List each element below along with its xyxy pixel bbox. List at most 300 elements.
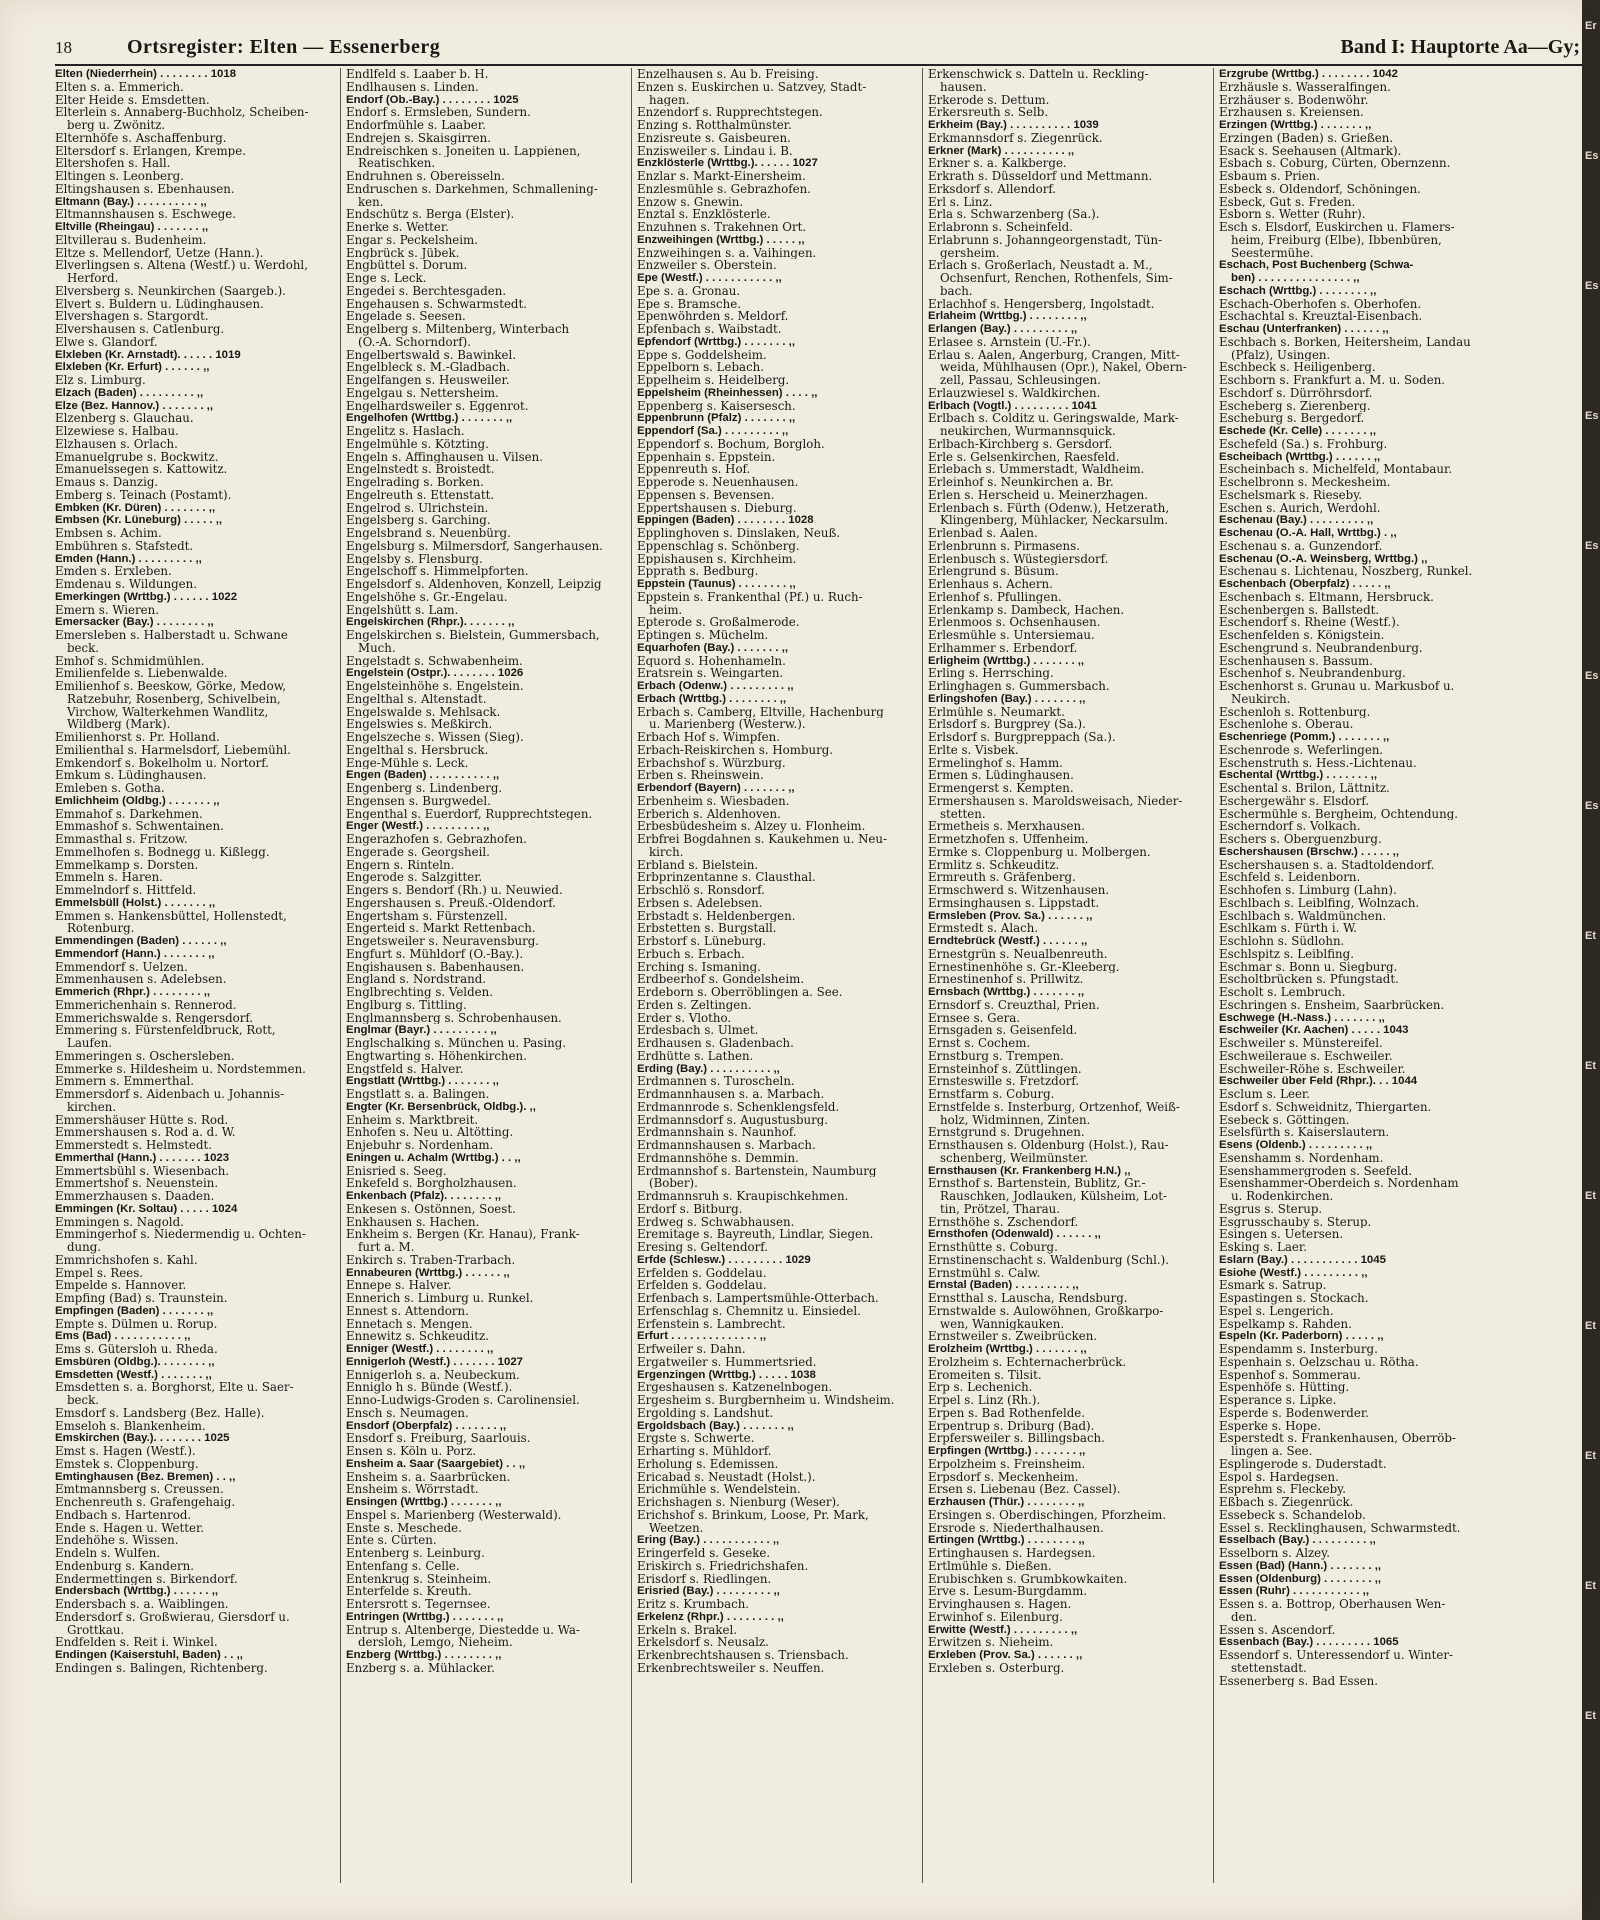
index-entry: Eppenreuth s. Hof. — [637, 463, 751, 476]
index-entry: Emilienfelde s. Liebenwalde. — [55, 667, 228, 680]
index-entry: Herford. — [67, 272, 119, 285]
index-entry: wen, Wannigkauken. — [940, 1317, 1065, 1331]
edge-fragment: Es — [1585, 280, 1599, 292]
index-entry: Erden s. Zeltingen. — [637, 998, 752, 1012]
index-entry: Esselbach (Bay.) . . . . . . . . . ,, — [1219, 1534, 1376, 1547]
index-entry: Erbach (Odenw.) . . . . . . . . . ,, — [637, 680, 794, 692]
index-entry: Engtwarting s. Höhenkirchen. — [346, 1049, 527, 1063]
index-entry: Erzhausen s. Kreiensen. — [1219, 106, 1364, 119]
index-entry: Eppenschlag s. Schönberg. — [637, 539, 800, 553]
index-entry: Endfelden s. Reit i. Winkel. — [55, 1636, 218, 1649]
index-entry: Emtmannsberg s. Creussen. — [55, 1483, 224, 1496]
index-entry: Eningen u. Achalm (Wrttbg.) . . ,, — [346, 1151, 521, 1164]
index-entry: Endeln s. Wulfen. — [55, 1547, 161, 1560]
index-entry: Ennetach s. Mengen. — [346, 1317, 473, 1331]
index-entry: Ermershausen s. Maroldsweisach, Nieder- — [928, 794, 1183, 808]
index-entry: Essenerberg s. Bad Essen. — [1219, 1674, 1378, 1688]
index-entry: Embken (Kr. Düren) . . . . . . . ,, — [55, 501, 216, 514]
index-entry: Erbprinzentanne s. Clausthal. — [637, 871, 816, 884]
index-entry: Eppenbrunn (Pfalz) . . . . . . . ,, — [637, 412, 796, 425]
edge-fragment: Et — [1585, 1190, 1596, 1202]
index-entry: Enge s. Leck. — [346, 272, 427, 285]
index-entry: Esiohe (Westf.) . . . . . . . . . ,, — [1219, 1266, 1368, 1279]
index-entry: Emersacker (Bay.) . . . . . . . . ,, — [55, 616, 214, 629]
index-entry: Esdorf s. Schweidnitz, Thiergarten. — [1219, 1100, 1432, 1114]
index-entry: Engelhardsweiler s. Eggenrot. — [346, 399, 529, 413]
index-entry: Emmahof s. Darkehmen. — [55, 807, 203, 821]
index-entry: Emmering s. Fürstenfeldbruck, Rott, — [55, 1024, 276, 1037]
index-entry: u. Marienberg (Westerw.). — [649, 718, 806, 731]
index-entry: Erlauzwiesel s. Waldkirchen. — [928, 386, 1101, 400]
index-entry: Eschenau s. Lichtenau, Noszberg, Runkel. — [1219, 565, 1473, 578]
index-entry: Eschengrund s. Neubrandenburg. — [1219, 641, 1423, 655]
index-entry: Esperstedt s. Frankenhausen, Oberröb- — [1219, 1432, 1456, 1445]
index-entry: Enkenbach (Pfalz). . . . . . . . ,, — [346, 1190, 502, 1202]
index-entry: Endermettingen s. Birkendorf. — [55, 1572, 238, 1586]
index-entry: Eppingen (Baden) . . . . . . . . 1028 — [637, 514, 814, 527]
index-entry: Engenberg s. Lindenberg. — [346, 782, 503, 795]
index-entry: Englschalking s. München u. Pasing. — [346, 1037, 567, 1050]
index-entry: Emmertsbühl s. Wiesenbach. — [55, 1164, 230, 1178]
index-entry: Engertsham s. Fürstenzell. — [346, 909, 508, 923]
index-entry: Ermelinghof s. Hamm. — [928, 756, 1063, 770]
index-entry: Endruhnen s. Obereisseln. — [346, 170, 505, 183]
index-entry: Epfenbach s. Waibstadt. — [637, 323, 782, 336]
index-entry: Erubischken s. Grumbkowkaiten. — [928, 1572, 1128, 1586]
page-header — [55, 34, 1580, 60]
index-entry: Erlenmoos s. Ochsenhausen. — [928, 616, 1101, 629]
index-entry: Essen (Ruhr) . . . . . . . . . . . ,, — [1219, 1585, 1370, 1598]
index-entry: (Pfalz), Usingen. — [1231, 348, 1331, 362]
index-entry: Erkner s. a. Kalkberge. — [928, 157, 1067, 170]
index-entry: Erkenschwick s. Datteln u. Reckling- — [928, 68, 1149, 81]
index-entry: Erlangen (Bay.) . . . . . . . . . ,, — [928, 323, 1078, 335]
index-entry: Englmannsberg s. Schrobenhausen. — [346, 1011, 562, 1025]
column-5 — [1219, 68, 1509, 1883]
index-entry: Engelrod s. Ulrichstein. — [346, 501, 489, 515]
index-entry: Erdweg s. Schwabhausen. — [637, 1215, 795, 1229]
index-entry: ken. — [358, 195, 384, 209]
index-entry: beck. — [67, 641, 100, 655]
index-entry: Emanuelssegen s. Kattowitz. — [55, 463, 228, 476]
index-entry: Erdmannshain s. Naunhof. — [637, 1126, 797, 1139]
index-entry: Erksdorf s. Allendorf. — [928, 182, 1057, 196]
index-entry: Engelbertswald s. Bawinkel. — [346, 348, 517, 362]
index-entry: Erlengrund s. Büsum. — [928, 565, 1059, 578]
index-entry: Engelthal s. Hersbruck. — [346, 743, 489, 757]
index-entry: Endorf s. Ermsleben, Sundern. — [346, 106, 531, 119]
index-entry: Much. — [358, 641, 396, 655]
index-entry: Erbschlö s. Ronsdorf. — [637, 884, 765, 897]
index-entry: Enge-Mühle s. Leck. — [346, 756, 469, 770]
index-entry: Emmerichenhain s. Rennerod. — [55, 998, 237, 1012]
index-entry: weida, Mühlhausen (Opr.), Nakel, Obern- — [940, 361, 1187, 374]
index-entry: Ertinghausen s. Hardegsen. — [928, 1547, 1096, 1560]
index-entry: Espel s. Lengerich. — [1219, 1304, 1334, 1318]
index-entry: Eschlkam s. Fürth i. W. — [1219, 922, 1357, 935]
index-entry: Eschefeld (Sa.) s. Frohburg. — [1219, 437, 1388, 451]
index-entry: Erbach Hof s. Wimpfen. — [637, 731, 780, 744]
index-entry: Eritz s. Krumbach. — [637, 1598, 750, 1611]
index-entry: Endersbach s. a. Waiblingen. — [55, 1598, 229, 1611]
index-entry: Erlenbach s. Fürth (Odenw.), Hetzerath, — [928, 501, 1170, 515]
index-entry: Emaus s. Danzig. — [55, 476, 159, 489]
index-entry: Erder s. Vlotho. — [637, 1011, 732, 1025]
index-entry: Esbeck s. Oldendorf, Schöningen. — [1219, 182, 1421, 196]
index-entry: Erholung s. Edemissen. — [637, 1457, 779, 1471]
index-entry: Esborn s. Wetter (Ruhr). — [1219, 208, 1366, 221]
index-entry: Eschenlohe s. Oberau. — [1219, 718, 1354, 731]
index-entry: Eschbeck s. Heiligenberg. — [1219, 361, 1376, 374]
index-entry: Engelszeche s. Wissen (Sieg). — [346, 731, 524, 744]
index-entry: Ernstal (Baden) . . . . . . . . . ,, — [928, 1279, 1079, 1292]
index-entry: Espastingen s. Stockach. — [1219, 1292, 1369, 1305]
index-entry: Eschenbach s. Eltmann, Hersbruck. — [1219, 590, 1434, 604]
index-entry: Eltmannshausen s. Eschwege. — [55, 208, 236, 221]
index-entry: Emsdetten (Westf.) . . . . . . . ,, — [55, 1368, 212, 1381]
index-entry: Erdmannen s. Turoscheln. — [637, 1075, 795, 1088]
index-entry: Ems s. Gütersloh u. Rheda. — [55, 1343, 218, 1356]
index-entry: Erfde (Schlesw.) . . . . . . . . . 1029 — [637, 1253, 811, 1266]
index-entry: Ernstburg s. Trempen. — [928, 1049, 1064, 1063]
index-entry: Erpfingen (Wrttbg.) . . . . . . . ,, — [928, 1445, 1086, 1457]
edge-fragment: Et — [1585, 1710, 1596, 1722]
index-entry: Erisdorf s. Riedlingen. — [637, 1572, 772, 1586]
index-entry: Eschau (Unterfranken) . . . . . . ,, — [1219, 323, 1389, 335]
index-entry: Entringen (Wrttbg.) . . . . . . . ,, — [346, 1610, 504, 1623]
index-entry: hausen. — [940, 80, 987, 94]
index-entry: Eppendorf s. Bochum, Borgloh. — [637, 437, 825, 451]
index-entry: Equord s. Hohenhameln. — [637, 654, 786, 668]
index-entry: England s. Nordstrand. — [346, 973, 487, 986]
index-entry: Weetzen. — [649, 1521, 704, 1535]
index-entry: Elxleben (Kr. Erfurt) . . . . . . ,, — [55, 361, 210, 374]
index-entry: Erlesmühle s. Untersiemau. — [928, 629, 1095, 642]
index-entry: Enzweihingen (Wrttbg.) . . . . . ,, — [637, 233, 805, 246]
column-1 — [55, 68, 334, 1883]
index-entry: Ergesheim s. Burgbernheim u. Windsheim. — [637, 1394, 895, 1407]
index-entry: Erkner (Mark) . . . . . . . . . . ,, — [928, 144, 1075, 157]
index-entry: Elvershausen s. Catlenburg. — [55, 323, 225, 336]
index-entry: Emmashof s. Schwentainen. — [55, 820, 224, 833]
index-entry: Emmerich (Rhpr.) . . . . . . . . ,, — [55, 986, 211, 998]
index-entry: Erbendorf (Bayern) . . . . . . . ,, — [637, 782, 795, 794]
index-entry: holz, Widminnen, Zinten. — [940, 1113, 1091, 1127]
index-entry: Enzen s. Euskirchen u. Satzvey, Stadt- — [637, 80, 867, 94]
index-entry: Erben s. Rheinswein. — [637, 769, 764, 782]
index-entry: stetten. — [940, 807, 986, 821]
index-entry: Engelswalde s. Mehlsack. — [346, 705, 501, 719]
index-entry: Endruschen s. Darkehmen, Schmallening- — [346, 182, 598, 196]
index-entry: Virchow, Walterkehmen Wandlitz, — [67, 705, 269, 719]
index-entry: Laufen. — [67, 1037, 113, 1050]
index-entry: Engelgau s. Nettersheim. — [346, 386, 499, 400]
index-entry: Ennabeuren (Wrttbg.) . . . . . . ,, — [346, 1266, 510, 1279]
index-entry: Erlachhof s. Hengersberg, Ingolstadt. — [928, 297, 1155, 311]
index-entry: Engerode s. Salzgitter. — [346, 871, 483, 884]
index-entry: Rauschken, Jodlauken, Külsheim, Lot- — [940, 1190, 1167, 1203]
index-entry: Erbsen s. Adelebsen. — [637, 896, 763, 910]
index-entry: Endenburg s. Kandern. — [55, 1559, 194, 1573]
index-entry: Eschlspitz s. Leiblfing. — [1219, 947, 1354, 961]
index-entry: Eschdorf s. Dürröhrsdorf. — [1219, 386, 1373, 400]
index-entry: Essendorf s. Unteressendorf u. Winter- — [1219, 1649, 1453, 1662]
index-entry: Ermsinghausen s. Lippstadt. — [928, 896, 1100, 910]
index-entry: Esgrusschauby s. Sterup. — [1219, 1215, 1372, 1229]
index-entry: Eppertshausen s. Dieburg. — [637, 501, 797, 515]
index-entry: Eschweiler (Kr. Aachen) . . . . . 1043 — [1219, 1024, 1409, 1037]
index-entry: Engelshütt s. Lam. — [346, 603, 459, 617]
index-entry: Ersingen s. Oberdischingen, Pforzheim. — [928, 1508, 1167, 1522]
index-entry: Elxleben (Kr. Arnstadt). . . . . . 1019 — [55, 348, 241, 361]
column-2 — [346, 68, 625, 1883]
index-entry: Ernestgrün s. Neualbenreuth. — [928, 947, 1108, 961]
index-entry: Essen (Bad) (Hann.) . . . . . . . ,, — [1219, 1559, 1382, 1572]
index-entry: Emmerke s. Hildesheim u. Nordstemmen. — [55, 1062, 306, 1076]
index-entry: gersheim. — [940, 246, 1000, 260]
index-entry: Emseloh s. Blankenheim. — [55, 1419, 206, 1433]
index-entry: Eschenrode s. Weferlingen. — [1219, 743, 1384, 757]
index-entry: Erlinghagen s. Gummersbach. — [928, 680, 1110, 693]
index-entry: Eppelsheim (Rheinhessen) . . . . ,, — [637, 386, 818, 399]
index-entry: Erzingen (Wrttbg.) . . . . . . . ,, — [1219, 119, 1372, 131]
index-entry: Ensen s. Köln u. Porz. — [346, 1445, 477, 1458]
index-entry: Erpfersweiler s. Billingsbach. — [928, 1432, 1105, 1445]
index-entry: Eppendorf (Sa.) . . . . . . . . . ,, — [637, 425, 789, 437]
index-entry: Ermengerst s. Kempten. — [928, 782, 1074, 795]
index-entry: Ernsdorf s. Creuzthal, Prien. — [928, 998, 1100, 1012]
index-entry: Esbach s. Coburg, Cürten, Obernzenn. — [1219, 157, 1451, 170]
index-entry: Enchenreuth s. Grafengehaig. — [55, 1496, 236, 1509]
edge-fragment: Er — [1585, 20, 1597, 32]
index-entry: Espendamm s. Insterburg. — [1219, 1343, 1378, 1356]
index-entry: Erdmannsdorf s. Augustusburg. — [637, 1113, 829, 1127]
index-entry: Erlenbad s. Aalen. — [928, 527, 1038, 540]
index-entry: Erlingshofen (Bay.) . . . . . . . ,, — [928, 692, 1086, 705]
index-entry: furt a. M. — [358, 1241, 415, 1254]
index-entry: Erching s. Ismaning. — [637, 960, 761, 974]
index-entry: Ennest s. Attendorn. — [346, 1304, 469, 1318]
index-entry: Enzberg (Wrttbg.) . . . . . . . . ,, — [346, 1649, 502, 1661]
index-entry: Elvershagen s. Stargordt. — [55, 310, 209, 323]
index-entry: Ensheim s. Wörrstadt. — [346, 1483, 479, 1496]
index-entry: Ensheim s. a. Saarbrücken. — [346, 1470, 511, 1484]
index-entry: Enzing s. Rotthalmünster. — [637, 119, 792, 132]
index-entry: kirch. — [649, 845, 684, 859]
index-entry: Emkendorf s. Bokelholm u. Nortorf. — [55, 756, 269, 770]
index-entry: Epe s. a. Gronau. — [637, 284, 741, 298]
index-entry: Engelade s. Seesen. — [346, 310, 466, 323]
column-divider — [1213, 68, 1214, 1883]
index-entry: Engershausen s. Preuß.-Oldendorf. — [346, 896, 556, 910]
index-entry: Eschelsmark s. Rieseby. — [1219, 488, 1363, 502]
index-entry: Ernstwalde s. Aulowöhnen, Großkarpo- — [928, 1304, 1164, 1318]
edge-fragment: Et — [1585, 1580, 1596, 1592]
index-entry: Enzberg s. a. Mühlacker. — [346, 1661, 495, 1675]
index-entry: Ernstfarm s. Coburg. — [928, 1088, 1055, 1101]
index-entry: Erlsdorf s. Burgprey (Sa.). — [928, 718, 1086, 731]
index-entry: Ernsthöhe s. Zschendorf. — [928, 1215, 1079, 1229]
index-entry: beck. — [67, 1394, 100, 1407]
index-entry: Enzlesmühle s. Gebrazhofen. — [637, 182, 811, 196]
index-entry: den. — [1231, 1610, 1257, 1624]
index-entry: Enzklösterle (Wrttbg.). . . . . . 1027 — [637, 157, 818, 170]
column-divider — [922, 68, 923, 1883]
index-entry: Emmertshof s. Neuenstein. — [55, 1177, 219, 1190]
index-entry: Elzewiese s. Halbau. — [55, 425, 179, 438]
index-entry: Eschental s. Brilon, Lättnitz. — [1219, 782, 1390, 795]
index-entry: Erbach s. Camberg, Eltville, Hachenburg — [637, 705, 884, 719]
index-entry: Enno-Ludwigs-Groden s. Carolinensiel. — [346, 1394, 580, 1407]
index-entry: Reatischken. — [358, 157, 436, 170]
index-entry: Essel s. Recklinghausen, Schwarmstedt. — [1219, 1521, 1461, 1535]
index-entry: Erkersreuth s. Selb. — [928, 106, 1049, 119]
index-entry: Espenhain s. Oelzschau u. Rötha. — [1219, 1355, 1419, 1369]
edge-fragment: Es — [1585, 670, 1599, 682]
index-entry: Erlenbrunn s. Pirmasens. — [928, 539, 1080, 553]
index-entry: Erkenbrechtsweiler s. Neuffen. — [637, 1661, 825, 1675]
index-entry: Ernstinenschacht s. Waldenburg (Schl.). — [928, 1253, 1170, 1267]
index-entry: Eschenau (Bay.) . . . . . . . . . ,, — [1219, 514, 1374, 527]
index-entry: Esperde s. Bodenwerder. — [1219, 1406, 1369, 1420]
index-entry: Enerke s. Wetter. — [346, 221, 449, 234]
index-entry: heim. — [649, 603, 683, 617]
index-entry: Engern s. Rinteln. — [346, 858, 455, 872]
index-entry: Erbstorf s. Lüneburg. — [637, 935, 767, 948]
index-entry: Erla s. Schwarzenberg (Sa.). — [928, 208, 1100, 221]
index-entry: Eschenau (O.-A. Weinsberg, Wrttbg.) ,, — [1219, 552, 1428, 565]
index-entry: Erlbach-Kirchberg s. Gersdorf. — [928, 437, 1113, 451]
index-entry: Wildberg (Mark). — [67, 718, 171, 731]
index-entry: Emmendingen (Baden) . . . . . . ,, — [55, 935, 227, 947]
index-entry: Essen s. a. Bottrop, Oberhausen Wen- — [1219, 1598, 1446, 1611]
index-entry: Eschlbach s. Waldmünchen. — [1219, 909, 1387, 923]
index-entry: Esch s. Elsdorf, Euskirchen u. Flamers- — [1219, 221, 1455, 234]
index-entry: Emstek s. Cloppenburg. — [55, 1457, 199, 1471]
index-entry: Enzendorf s. Rupprechtstegen. — [637, 106, 823, 119]
index-entry: Erfenschlag s. Chemnitz u. Einsiedel. — [637, 1304, 861, 1318]
index-entry: Erlte s. Visbek. — [928, 743, 1019, 757]
index-entry: Eltersdorf s. Erlangen, Krempe. — [55, 144, 246, 158]
index-entry: Eschmar s. Bonn u. Siegburg. — [1219, 960, 1398, 974]
index-entry: Engbrück s. Jübek. — [346, 246, 460, 260]
index-entry: Ernsthütte s. Coburg. — [928, 1241, 1058, 1254]
index-entry: Eltville (Rheingau) . . . . . . . ,, — [55, 221, 209, 233]
index-entry: Engbüttel s. Dorum. — [346, 259, 468, 272]
index-entry: Erding (Bay.) . . . . . . . . . . ,, — [637, 1062, 780, 1075]
index-entry: (O.-A. Schorndorf). — [358, 335, 471, 349]
index-entry: Escheibach (Wrttbg.) . . . . . . ,, — [1219, 450, 1381, 463]
index-entry: Emsdetten s. a. Borghorst, Elte u. Saer- — [55, 1381, 294, 1394]
index-entry: Ernstthal s. Lauscha, Rendsburg. — [928, 1292, 1128, 1305]
index-entry: Emmeln s. Haren. — [55, 871, 163, 884]
index-entry: Emmingen s. Nagold. — [55, 1215, 184, 1229]
index-entry: Enzow s. Gnewin. — [637, 195, 744, 209]
index-entry: Epterode s. Großalmerode. — [637, 616, 800, 629]
index-entry: Erbesbüdesheim s. Alzey u. Flonheim. — [637, 820, 866, 833]
index-entry: Ervinghausen s. Hagen. — [928, 1598, 1072, 1611]
index-entry: Enjebuhr s. Nordenham. — [346, 1139, 494, 1152]
index-entry: Elterlein s. Annaberg-Buchholz, Scheiben- — [55, 106, 309, 119]
index-entry: Erlenkamp s. Dambeck, Hachen. — [928, 603, 1125, 617]
index-entry: Enhofen s. Neu u. Altötting. — [346, 1126, 514, 1139]
index-entry: Emmrichshofen s. Kahl. — [55, 1253, 198, 1267]
index-entry: Engelhofen (Wrttbg.) . . . . . . . ,, — [346, 412, 513, 425]
index-entry: Endorfmühle s. Laaber. — [346, 119, 486, 132]
index-entry: Escholtbrücken s. Pfungstadt. — [1219, 973, 1399, 986]
index-entry: Esgrus s. Sterup. — [1219, 1202, 1323, 1216]
index-entry: Emlichheim (Oldbg.) . . . . . . . ,, — [55, 794, 220, 807]
index-entry: Eppstein (Taunus) . . . . . . . . ,, — [637, 578, 796, 590]
index-entry: Eltingen s. Leonberg. — [55, 170, 184, 183]
index-entry: Erkelenz (Rhpr.) . . . . . . . . ,, — [637, 1610, 784, 1623]
index-entry: u. Rodenkirchen. — [1231, 1190, 1334, 1203]
index-entry: Engter (Kr. Bersenbrück, Oldbg.). ,, — [346, 1100, 536, 1113]
index-entry: Erlenhaus s. Achern. — [928, 578, 1053, 591]
index-entry: Neukirch. — [1231, 692, 1291, 706]
index-entry: hagen. — [649, 93, 690, 107]
index-entry: Engelsdorf s. Aldenhoven, Konzell, Leipzig — [346, 578, 602, 591]
index-entry: Erdmannshöhe s. Demmin. — [637, 1151, 799, 1165]
edge-fragment: Es — [1585, 800, 1599, 812]
index-entry: Erbfrei Bogdahnen s. Kaukehmen u. Neu- — [637, 833, 887, 846]
index-entry: Erzhäuser s. Bodenwöhr. — [1219, 93, 1369, 107]
index-entry: kirchen. — [67, 1100, 117, 1114]
index-entry: Escholt s. Lembruch. — [1219, 986, 1346, 999]
index-entry: Espeln (Kr. Paderborn) . . . . . ,, — [1219, 1330, 1384, 1343]
column-divider — [631, 68, 632, 1883]
index-entry: Erzgrube (Wrttbg.) . . . . . . . . 1042 — [1219, 68, 1398, 80]
index-entry: ben) . . . . . . . . . . . . . . . ,, — [1231, 272, 1360, 284]
index-entry: Esingen s. Uetersen. — [1219, 1228, 1344, 1241]
index-entry: Eppelborn s. Lebach. — [637, 361, 765, 374]
index-entry: Engerazhofen s. Gebrazhofen. — [346, 833, 527, 846]
index-entry: Elverlingsen s. Altena (Westf.) u. Werdohl, — [55, 259, 308, 272]
index-entry: Eschenloh s. Rottenburg. — [1219, 705, 1371, 719]
index-entry: Ernstfelde s. Insterburg, Ortzenhof, Weiß- — [928, 1100, 1180, 1114]
index-entry: Erpen s. Bad Rothenfelde. — [928, 1406, 1085, 1420]
index-entry: Engelsby s. Flensburg. — [346, 552, 483, 566]
index-entry: Esperke s. Hope. — [1219, 1419, 1321, 1433]
index-entry: Eschfeld s. Leidenborn. — [1219, 871, 1361, 884]
index-entry: Eptingen s. Müchelm. — [637, 629, 769, 642]
index-entry: Esking s. Laer. — [1219, 1241, 1307, 1254]
index-entry: Erdmannhausen s. a. Marbach. — [637, 1088, 825, 1101]
index-entry: Engenthal s. Euerdorf, Rupprechtstegen. — [346, 807, 593, 821]
index-entry: Engelsburg s. Milmersdorf, Sangerhausen. — [346, 539, 603, 553]
index-entry: Eriskirch s. Friedrichshafen. — [637, 1559, 809, 1573]
index-entry: Erdbeerhof s. Gondelsheim. — [637, 973, 805, 986]
index-entry: Escheburg s. Bergedorf. — [1219, 412, 1365, 425]
index-entry: Enniglo h s. Bünde (Westf.). — [346, 1381, 513, 1394]
index-entry: Engelberg s. Miltenberg, Winterbach — [346, 323, 570, 336]
index-entry: Eschach-Oberhofen s. Oberhofen. — [1219, 297, 1422, 311]
index-entry: Erbach-Reiskirchen s. Homburg. — [637, 743, 834, 757]
index-entry: Erolzheim (Wrttbg.) . . . . . . . ,, — [928, 1343, 1087, 1355]
index-entry: Ergenzingen (Wrttbg.) . . . . . 1038 — [637, 1368, 816, 1381]
index-entry: Erichshof s. Brinkum, Loose, Pr. Mark, — [637, 1508, 869, 1522]
index-entry: (Bober). — [649, 1177, 698, 1190]
index-entry: Enzweiler s. Oberstein. — [637, 259, 777, 272]
index-entry: Erp s. Lechenich. — [928, 1381, 1033, 1394]
index-entry: Engelstein (Ostpr.). . . . . . . . 1026 — [346, 667, 524, 680]
index-entry: Ennigerloh (Westf.) . . . . . . . 1027 — [346, 1355, 524, 1368]
index-entry: Endlfeld s. Laaber b. H. — [346, 68, 489, 81]
index-entry: Emmelsbüll (Holst.) . . . . . . . ,, — [55, 896, 216, 909]
index-entry: Ergoldsbach (Bay.) . . . . . . . ,, — [637, 1419, 794, 1432]
index-entry: Espol s. Hardegsen. — [1219, 1470, 1339, 1484]
index-entry: Eschenau (O.-A. Hall, Wrttbg.) . ,, — [1219, 527, 1397, 539]
